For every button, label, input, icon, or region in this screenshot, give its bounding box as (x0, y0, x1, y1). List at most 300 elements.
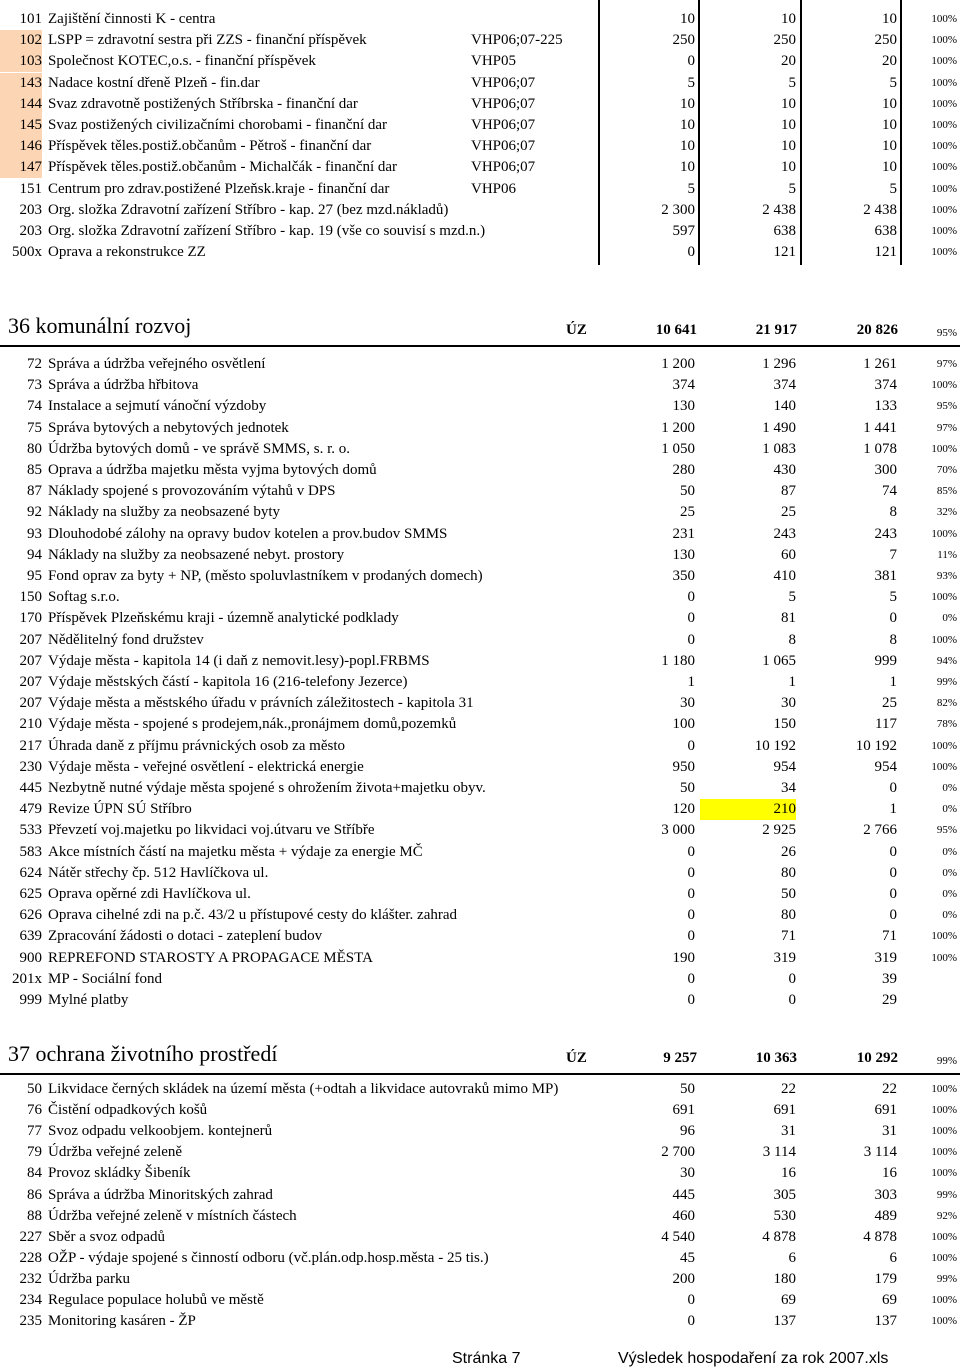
row-adjusted-value: 243 (773, 525, 796, 542)
row-budget-value: 0 (687, 864, 695, 881)
row-percent: 100% (931, 1146, 957, 1159)
row-adjusted-value: 26 (781, 843, 796, 860)
row-code: 207 (19, 631, 42, 648)
row-actual-value: 1 (889, 674, 897, 690)
row-name: Výdaje města - veřejné osvětlení - elektrická energie (48, 758, 364, 775)
row-actual-value: 6 (889, 1249, 897, 1266)
table-row (0, 51, 960, 72)
row-name: Náklady spojené s provozováním výtahů v DPS (48, 483, 336, 500)
row-code: 900 (19, 949, 42, 966)
row-percent: 100% (931, 1251, 957, 1264)
row-name: Údržba veřejné zeleně v místních částech (48, 1207, 297, 1224)
row-code: 93 (27, 525, 42, 542)
row-adjusted-value: 5 (788, 589, 796, 606)
row-actual-value: 8 (889, 504, 897, 521)
table-row (0, 1269, 960, 1290)
row-adjusted-value: 69 (781, 1292, 796, 1308)
row-adjusted-value: 374 (773, 377, 796, 394)
row-actual-value: 10 (882, 159, 897, 176)
row-budget-value: 5 (687, 74, 695, 91)
row-name: Mylné platby (48, 992, 129, 1008)
row-adjusted-value: 25 (781, 504, 796, 521)
row-name: MP - Sociální fond (48, 970, 163, 987)
row-budget-value: 374 (672, 377, 695, 394)
row-budget-value: 280 (672, 462, 695, 478)
row-name: Oprava opěrné zdi Havlíčkova ul. (48, 886, 251, 902)
row-code: 210 (19, 716, 42, 733)
table-row (0, 179, 960, 200)
row-percent: 100% (931, 246, 957, 259)
table-row (0, 221, 960, 242)
row-code: 103 (0, 51, 42, 72)
row-actual-value: 1 441 (863, 419, 897, 436)
row-actual-value: 22 (882, 1081, 897, 1097)
row-name: Provoz skládky Šibeník (48, 1165, 191, 1182)
table-row (0, 651, 960, 672)
row-actual-value: 10 192 (855, 737, 897, 754)
row-name: Příspěvek těles.postiž.občanům - Michalčák - finanční dar (48, 159, 398, 176)
table-row (0, 757, 960, 778)
row-actual-value: 1 261 (863, 356, 897, 372)
table-row (0, 736, 960, 757)
row-code: 151 (19, 180, 42, 197)
row-name: Společnost KOTEC,o.s. - finanční příspěvek (48, 53, 316, 70)
row-source: VHP06;07 (471, 74, 536, 91)
row-adjusted-value: 137 (773, 1313, 796, 1330)
row-budget-value: 1 200 (661, 356, 695, 372)
row-percent: 95% (936, 824, 957, 837)
row-budget-value: 691 (672, 1102, 695, 1119)
row-adjusted-value: 430 (773, 462, 796, 478)
row-name: Výdaje města - kapitola 14 (i daň z nemovit.lesy)-popl.FRBMS (48, 652, 430, 669)
row-name: Výdaje městských částí - kapitola 16 (216-telefony Jezerce) (48, 674, 408, 690)
row-adjusted-value: 10 (781, 159, 796, 176)
table-row (0, 1100, 960, 1121)
row-percent: 100% (931, 379, 957, 392)
row-percent: 100% (931, 1104, 957, 1117)
row-actual-value: 374 (874, 377, 897, 394)
row-percent: 100% (931, 951, 957, 964)
section-total-percent: 99% (936, 1055, 957, 1067)
section-total-adjusted: 10 363 (755, 1050, 797, 1066)
row-actual-value: 20 (882, 53, 897, 70)
row-percent: 0% (942, 782, 957, 794)
row-code: 145 (0, 115, 42, 136)
row-adjusted-value: 140 (773, 398, 796, 415)
row-code: 84 (27, 1165, 42, 1182)
row-actual-value: 5 (889, 74, 897, 91)
row-adjusted-value: 10 (781, 95, 796, 112)
table-row (0, 863, 960, 884)
row-source: VHP06;07-225 (471, 32, 563, 49)
row-budget-value: 130 (672, 398, 695, 415)
row-budget-value: 0 (687, 610, 695, 627)
row-actual-value: 4 878 (863, 1228, 897, 1245)
row-code: 144 (0, 94, 42, 115)
row-budget-value: 30 (680, 695, 695, 712)
section-total-adjusted: 21 917 (755, 322, 797, 338)
row-budget-value: 0 (687, 970, 695, 987)
row-source: VHP06;07 (471, 95, 536, 112)
row-budget-value: 1 050 (661, 440, 695, 457)
row-percent: 0% (942, 888, 957, 900)
section-title: 37 ochrana životního prostředí (8, 1041, 278, 1066)
row-adjusted-value: 87 (781, 483, 796, 500)
table-row (0, 524, 960, 545)
row-actual-value: 5 (889, 589, 897, 606)
row-adjusted-value: 34 (781, 780, 796, 796)
row-budget-value: 25 (680, 504, 695, 521)
row-name: Svaz postižených civilizačními chorobami - finanční dar (48, 117, 388, 133)
column-divider (800, 0, 802, 265)
row-code: 88 (27, 1207, 42, 1224)
row-actual-value: 8 (889, 631, 897, 648)
row-code: 85 (27, 462, 42, 478)
table-row (0, 948, 960, 969)
row-code: 500x (12, 244, 42, 261)
row-code: 217 (19, 737, 42, 754)
row-code: 232 (19, 1270, 42, 1287)
row-name: Správa a údržba veřejného osvětlení (48, 356, 266, 372)
section-total-budget: 10 641 (655, 322, 697, 338)
column-divider (598, 0, 600, 265)
row-percent: 100% (931, 119, 957, 131)
row-actual-value: 39 (882, 970, 897, 987)
row-adjusted-value: 2 438 (762, 201, 796, 218)
row-actual-value: 638 (874, 223, 897, 239)
table-row (0, 1206, 960, 1227)
row-adjusted-value: 121 (773, 244, 796, 261)
row-code: 72 (27, 356, 42, 372)
row-budget-value: 250 (672, 32, 695, 49)
row-name: Oprava a údržba majetku města vyjma bytových domů (48, 462, 377, 478)
row-code: 102 (0, 30, 42, 51)
row-adjusted-value: 2 925 (762, 822, 796, 839)
row-actual-value: 319 (874, 949, 897, 966)
table-row (0, 1227, 960, 1248)
row-adjusted-value: 530 (773, 1207, 796, 1224)
row-percent: 32% (936, 506, 957, 519)
row-budget-value: 0 (687, 1292, 695, 1308)
row-code: 207 (19, 652, 42, 669)
row-adjusted-value: 0 (788, 992, 796, 1008)
row-budget-value: 130 (672, 546, 695, 563)
table-row (0, 672, 960, 693)
section-total-budget: 9 257 (663, 1050, 697, 1066)
row-adjusted-value: 20 (781, 53, 796, 70)
row-name: Správa a údržba Minoritských zahrad (48, 1186, 273, 1203)
row-actual-value: 0 (889, 610, 897, 627)
row-actual-value: 250 (874, 32, 897, 49)
row-actual-value: 16 (882, 1165, 897, 1182)
row-adjusted-value: 6 (788, 1249, 796, 1266)
row-actual-value: 29 (882, 992, 897, 1008)
row-budget-value: 50 (680, 1081, 695, 1097)
row-percent: 70% (936, 464, 957, 476)
row-percent: 100% (931, 97, 957, 110)
row-actual-value: 381 (874, 568, 897, 584)
row-adjusted-value: 210 (700, 799, 796, 820)
row-actual-value: 31 (882, 1123, 897, 1140)
table-row (0, 1079, 960, 1100)
row-budget-value: 1 200 (661, 419, 695, 436)
row-name: Org. složka Zdravotní zařízení Stříbro - kap. 27 (bez mzd.nákladů) (48, 201, 449, 218)
row-name: Příspěvek těles.postiž.občanům - Pětroš - finanční dar (48, 138, 372, 155)
table-row (0, 73, 960, 94)
table-row (0, 439, 960, 460)
row-budget-value: 0 (687, 907, 695, 924)
row-source: VHP05 (471, 53, 517, 70)
column-divider (698, 0, 700, 265)
row-name: Nátěr střechy čp. 512 Havlíčkova ul. (48, 864, 269, 881)
row-actual-value: 179 (874, 1270, 897, 1287)
row-budget-value: 0 (687, 992, 695, 1008)
section-header-37 (0, 1033, 960, 1071)
row-budget-value: 0 (687, 589, 695, 606)
row-adjusted-value: 1 083 (762, 440, 796, 457)
table-row (0, 1163, 960, 1184)
row-name: Sběr a svoz odpadů (48, 1228, 166, 1245)
row-budget-value: 30 (680, 1165, 695, 1182)
row-adjusted-value: 10 (781, 138, 796, 155)
row-adjusted-value: 10 192 (754, 737, 796, 754)
row-actual-value: 691 (874, 1102, 897, 1119)
row-code: 230 (19, 758, 42, 775)
row-percent: 100% (931, 591, 957, 604)
table-row (0, 9, 960, 30)
row-budget-value: 445 (672, 1186, 695, 1203)
row-code: 583 (19, 843, 42, 860)
row-percent: 100% (931, 739, 957, 752)
row-percent: 0% (942, 612, 957, 625)
row-budget-value: 45 (680, 1249, 695, 1266)
page-number: Stránka 7 (452, 1350, 521, 1367)
row-name: Náklady na služby za neobsazené nebyt. prostory (48, 546, 345, 563)
row-budget-value: 50 (680, 780, 695, 796)
row-name: Údržba veřejné zeleně (48, 1144, 183, 1161)
row-percent: 85% (936, 485, 957, 498)
row-source: VHP06;07 (471, 159, 536, 176)
table-row (0, 30, 960, 51)
row-budget-value: 200 (672, 1270, 695, 1287)
row-actual-value: 74 (882, 483, 897, 500)
section-total-actual: 10 292 (856, 1050, 898, 1066)
row-code: 94 (27, 546, 42, 563)
row-adjusted-value: 319 (773, 949, 796, 966)
row-actual-value: 71 (882, 928, 897, 945)
row-adjusted-value: 80 (781, 907, 796, 924)
row-source: VHP06 (471, 180, 517, 197)
row-actual-value: 5 (889, 180, 897, 197)
row-adjusted-value: 954 (773, 758, 796, 775)
row-budget-value: 1 180 (661, 652, 695, 669)
table-row (0, 200, 960, 221)
row-code: 234 (19, 1292, 42, 1308)
row-name: Údržba bytových domů - ve správě SMMS, s. r. o. (48, 440, 351, 457)
row-percent: 97% (936, 421, 957, 434)
row-adjusted-value: 80 (781, 864, 796, 881)
table-row (0, 969, 960, 990)
row-adjusted-value: 410 (773, 568, 796, 584)
row-adjusted-value: 10 (781, 117, 796, 133)
row-actual-value: 489 (874, 1207, 897, 1224)
section-total-actual: 20 826 (856, 322, 898, 338)
table-row (0, 566, 960, 587)
row-code: 73 (27, 377, 42, 394)
section-header-36 (0, 305, 960, 343)
row-code: 50 (27, 1081, 42, 1097)
table-row (0, 990, 960, 1011)
row-budget-value: 10 (680, 117, 695, 133)
table-row (0, 1248, 960, 1269)
row-actual-value: 69 (882, 1292, 897, 1308)
row-budget-value: 0 (687, 244, 695, 261)
row-budget-value: 231 (672, 525, 695, 542)
row-name: Dlouhodobé zálohy na opravy budov kotelen a prov.budov SMMS (48, 525, 448, 542)
row-percent: 100% (931, 1083, 957, 1095)
row-code: 203 (19, 223, 42, 239)
row-code: 626 (19, 907, 42, 924)
row-actual-value: 954 (874, 758, 897, 775)
row-code: 80 (27, 440, 42, 457)
row-name: Softag s.r.o. (48, 589, 120, 606)
row-name: Monitoring kasáren - ŽP (48, 1313, 196, 1330)
row-percent: 100% (931, 140, 957, 153)
table-row (0, 1290, 960, 1311)
row-code: 445 (19, 780, 42, 796)
row-code: 150 (19, 589, 42, 606)
table-row (0, 375, 960, 396)
row-adjusted-value: 5 (788, 74, 796, 91)
row-adjusted-value: 22 (781, 1081, 796, 1097)
row-budget-value: 597 (672, 223, 695, 239)
row-code: 101 (19, 11, 42, 27)
row-budget-value: 1 (687, 674, 695, 690)
row-code: 87 (27, 483, 42, 500)
row-code: 86 (27, 1186, 42, 1203)
row-actual-value: 10 (882, 11, 897, 27)
row-percent: 0% (942, 803, 957, 816)
row-adjusted-value: 0 (788, 970, 796, 987)
row-budget-value: 100 (672, 716, 695, 733)
row-percent: 100% (931, 1230, 957, 1243)
row-percent: 100% (931, 1125, 957, 1138)
table-row (0, 354, 960, 375)
row-name: Org. složka Zdravotní zařízení Stříbro - kap. 19 (vše co souvisí s mzd.n.) (48, 223, 486, 239)
table-row (0, 242, 960, 263)
table-row (0, 460, 960, 481)
row-name: Správa a údržba hřbitova (48, 377, 199, 394)
row-code: 79 (27, 1144, 42, 1161)
row-percent: 100% (931, 1294, 957, 1306)
row-percent: 11% (937, 548, 957, 561)
table-row (0, 778, 960, 799)
row-budget-value: 460 (672, 1207, 695, 1224)
table-row (0, 799, 960, 820)
row-budget-value: 120 (672, 801, 695, 818)
column-divider (900, 0, 902, 265)
row-adjusted-value: 638 (773, 223, 796, 239)
row-actual-value: 117 (875, 716, 897, 733)
row-budget-value: 0 (687, 631, 695, 648)
row-adjusted-value: 60 (781, 546, 796, 563)
row-actual-value: 133 (874, 398, 897, 415)
table-row (0, 1142, 960, 1163)
row-percent: 100% (931, 442, 957, 455)
row-code: 74 (27, 398, 42, 415)
row-name: Zajištění činnosti K - centra (48, 11, 216, 27)
row-adjusted-value: 150 (773, 716, 796, 733)
row-code: 77 (27, 1123, 42, 1140)
row-name: Příspěvek Plzeňskému kraji - územně analytické podklady (48, 610, 399, 627)
table-row (0, 1185, 960, 1206)
row-name: Úhrada daně z příjmu právnických osob za město (48, 737, 345, 754)
row-adjusted-value: 1 065 (762, 652, 796, 669)
row-actual-value: 1 (889, 801, 897, 818)
row-name: Regulace populace holubů ve městě (48, 1292, 264, 1308)
row-adjusted-value: 50 (781, 886, 796, 902)
row-percent: 92% (936, 1209, 957, 1222)
table-row (0, 926, 960, 947)
row-budget-value: 50 (680, 483, 695, 500)
row-percent: 100% (931, 55, 957, 68)
row-percent: 94% (936, 654, 957, 667)
row-percent: 78% (936, 718, 957, 731)
row-name: Svoz odpadu velkoobjem. kontejnerů (48, 1123, 273, 1140)
row-budget-value: 0 (687, 737, 695, 754)
table-row (0, 693, 960, 714)
section-title: 36 komunální rozvoj (8, 313, 192, 338)
row-name: Fond oprav za byty + NP, (město spoluvlastníkem v prodaných domech) (48, 568, 483, 584)
row-source: VHP06;07 (471, 117, 536, 133)
row-percent: 100% (931, 182, 957, 195)
row-percent: 100% (931, 76, 957, 89)
table-row (0, 630, 960, 651)
row-actual-value: 0 (889, 780, 897, 796)
row-name: Výdaje města a městského úřadu v právních záležitostech - kapitola 31 (48, 695, 474, 712)
row-budget-value: 10 (680, 11, 695, 27)
row-adjusted-value: 691 (773, 1102, 796, 1119)
row-budget-value: 2 700 (661, 1144, 695, 1161)
row-code: 624 (19, 864, 42, 881)
row-percent: 100% (931, 633, 957, 646)
row-name: Nědělitelný fond družstev (48, 631, 204, 648)
row-budget-value: 3 000 (661, 822, 695, 839)
row-actual-value: 999 (874, 652, 897, 669)
row-name: Likvidace černých skládek na území města (+odtah a likvidace autovraků mimo MP) (48, 1081, 559, 1097)
row-adjusted-value: 71 (781, 928, 796, 945)
row-name: Výdaje města - spojené s prodejem,nák.,pronájmem domů,pozemků (48, 716, 457, 733)
row-name: Zpracování žádosti o dotaci - zateplení budov (48, 928, 323, 945)
row-name: Náklady na služby za neobsazené byty (48, 504, 280, 521)
row-name: Oprava a rekonstrukce ZZ (48, 244, 206, 261)
row-adjusted-value: 1 490 (762, 419, 796, 436)
row-percent: 97% (936, 358, 957, 370)
row-actual-value: 2 766 (863, 822, 897, 839)
row-actual-value: 121 (874, 244, 897, 261)
row-budget-value: 0 (687, 53, 695, 70)
row-adjusted-value: 1 (788, 674, 796, 690)
row-percent: 0% (942, 909, 957, 922)
row-budget-value: 10 (680, 138, 695, 155)
row-percent: 100% (931, 930, 957, 943)
row-percent: 100% (931, 1167, 957, 1180)
file-name: Výsledek hospodaření za rok 2007.xls (618, 1350, 889, 1367)
row-budget-value: 4 540 (661, 1228, 695, 1245)
row-source: VHP06;07 (471, 138, 536, 155)
row-budget-value: 10 (680, 95, 695, 112)
row-name: Instalace a sejmutí vánoční výzdoby (48, 398, 267, 415)
